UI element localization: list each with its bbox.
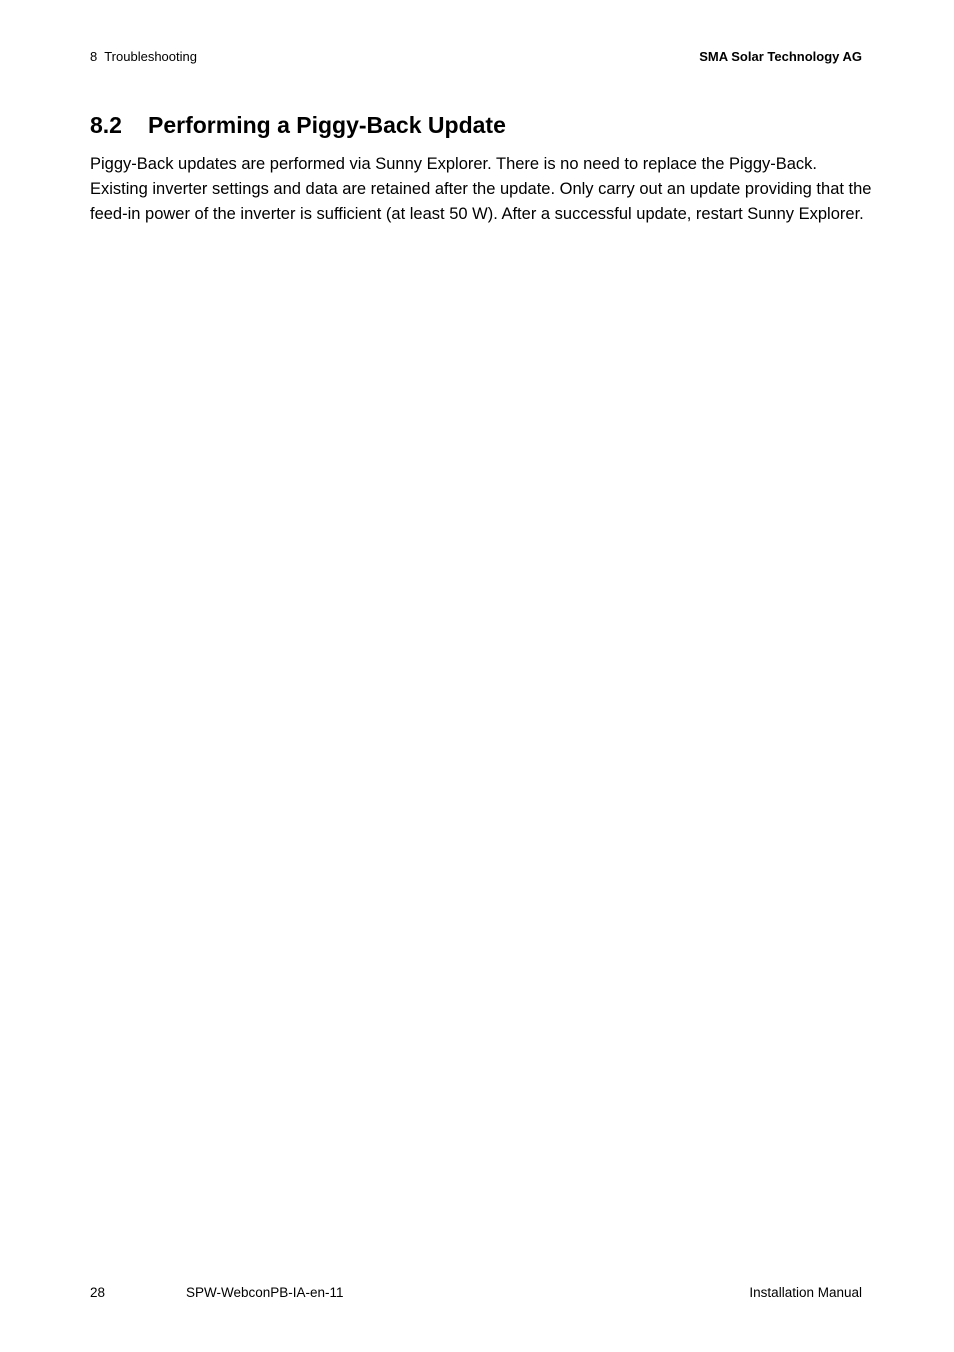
footer-document-type: Installation Manual	[749, 1285, 862, 1300]
body-paragraph: Piggy-Back updates are performed via Sunny Explorer. There is no need to replace the Piggy-Back. Existing inverter settings and data are retained after the update. Only carry out an update providing that the feed-in power of the inverter is sufficient (at least 50 W). After a successful update, restart Sunny Explorer.	[90, 155, 872, 223]
header-chapter: 8 Troubleshooting	[90, 49, 197, 64]
footer-page-number: 28	[90, 1285, 106, 1300]
header-company: SMA Solar Technology AG	[699, 49, 862, 64]
section-number: 8.2	[90, 112, 122, 138]
section-title: Performing a Piggy-Back Update	[148, 112, 506, 138]
section-heading	[90, 112, 506, 139]
footer-document-id: SPW-WebconPB-IA-en-11	[186, 1285, 344, 1300]
